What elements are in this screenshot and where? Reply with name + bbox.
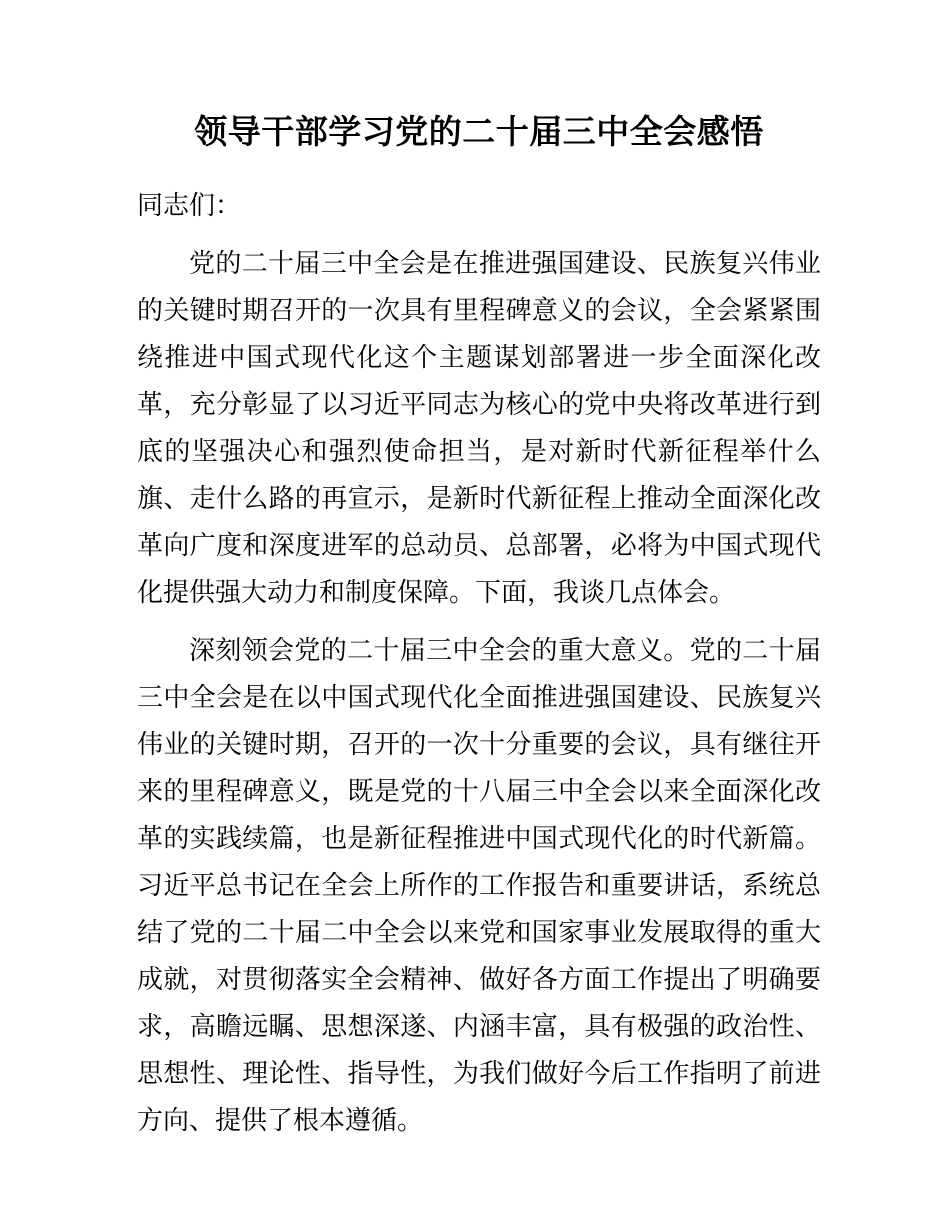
body-paragraph-2: 深刻领会党的二十届三中全会的重大意义。党的二十届三中全会是在以中国式现代化全面推进强国建设、民族复兴伟业的关键时期，召开的一次十分重要的会议，具有继往开来的里程碑意义，既是党的十八届三中全会以来全面深化改革的实践续篇，也是新征程推进中国式现代化的时代新篇。习近平总书记在全会上所作的工作报告和重要讲话，系统总结了党的二十届二中全会以来党和国家事业发展取得的重大成就，对贯彻落实全会精神、做好各方面工作提出了明确要求，高瞻远瞩、思想深遂、内涵丰富，具有极强的政治性、思想性、理论性、指导性，为我们做好今后工作指明了前进方向、提供了根本遵循。 (137, 635, 821, 1135)
document-body (137, 0, 821, 1144)
salutation-line: 同志们： (137, 190, 242, 220)
page-title: 领导干部学习党的二十届三中全会感悟 (194, 113, 764, 150)
body-paragraph-1: 党的二十届三中全会是在推进强国建设、民族复兴伟业的关键时期召开的一次具有里程碑意义的会议，全会紧紧围绕推进中国式现代化这个主题谋划部署进一步全面深化改革，充分彰显了以习近平同志为核心的党中央将改革进行到底的坚强决心和强烈使命担当，是对新时代新征程举什么旗、走什么路的再宣示，是新时代新征程上推动全面深化改革向广度和深度进军的总动员、总部署，必将为中国式现代化提供强大动力和制度保障。下面，我谈几点体会。 (137, 248, 821, 607)
